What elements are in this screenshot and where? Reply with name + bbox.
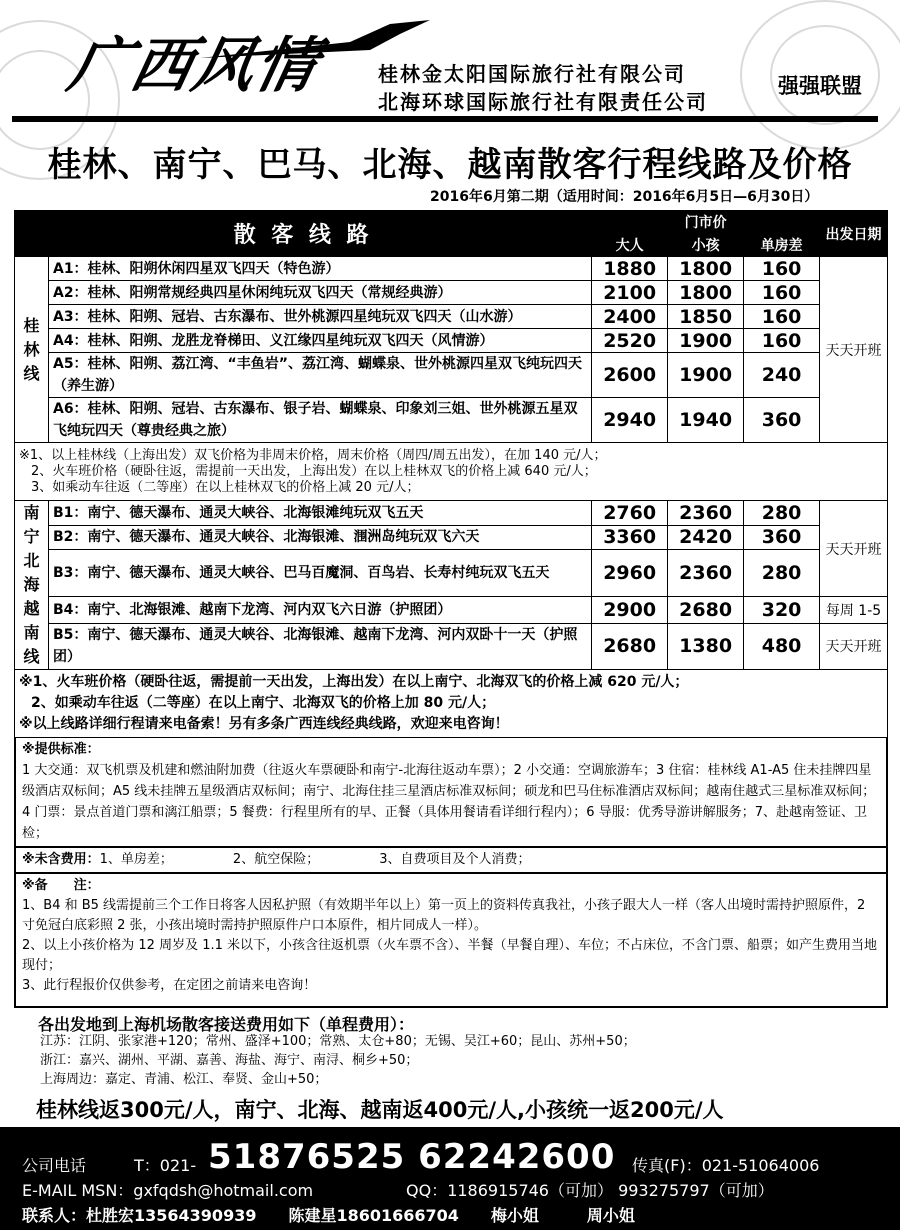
price-single: 280 bbox=[744, 501, 820, 526]
note-line: 3、如乘动车往返（二等座）在以上桂林双飞的价格上减 20 元/人； bbox=[31, 479, 420, 495]
issue-date: 2016年6月第二期（适用时间：2016年6月5日—6月30日） bbox=[430, 189, 819, 205]
route-name: B4：南宁、北海银滩、越南下龙湾、河内双飞六日游（护照团） bbox=[48, 597, 591, 624]
departure-date: 天天开班 bbox=[820, 501, 888, 597]
price-child: 2360 bbox=[668, 501, 744, 526]
remarks-section bbox=[14, 874, 888, 1008]
excluded-title: ※未含费用： bbox=[22, 852, 100, 867]
price-child: 1800 bbox=[668, 281, 744, 305]
excluded-item: 2、航空保险； bbox=[232, 852, 320, 867]
price-child: 1900 bbox=[668, 329, 744, 353]
table-row bbox=[15, 550, 888, 597]
header-rule bbox=[12, 116, 878, 122]
transfer-line: 上海周边：嘉定、青浦、松江、奉贤、金山+50； bbox=[40, 1072, 328, 1087]
price-single: 480 bbox=[744, 623, 820, 669]
route-name: A5：桂林、阳朔、荔江湾、“丰鱼岩”、荔江湾、蝴蝶泉、世外桃源四星双飞纯玩四天（养生游） bbox=[48, 353, 591, 398]
price-child: 1380 bbox=[668, 623, 744, 669]
route-name: B3：南宁、德天瀑布、通灵大峡谷、巴马百魔洞、百鸟岩、长寿村纯玩双飞五天 bbox=[48, 550, 591, 597]
region-label-nanning: 南宁北海越南线 bbox=[15, 501, 49, 670]
phone-label: 公司电话 bbox=[22, 1156, 87, 1175]
price-single: 320 bbox=[744, 597, 820, 624]
table-row bbox=[15, 257, 888, 281]
route-name: B1：南宁、德天瀑布、通灵大峡谷、北海银滩纯玩双飞五天 bbox=[48, 501, 591, 526]
note-line: ※1、以上桂林线（上海出发）双飞价格为非周末价格，周末价格（周四/周五出发），在加 140 元/人； bbox=[19, 447, 607, 463]
alliance-label: 强强联盟 bbox=[778, 74, 862, 98]
price-adult: 2100 bbox=[592, 281, 668, 305]
price-child: 2680 bbox=[668, 597, 744, 624]
phone-numbers: 51876525 62242600 bbox=[208, 1137, 616, 1177]
table-row bbox=[15, 353, 888, 398]
excluded-section bbox=[14, 848, 888, 874]
departure-date: 天天开班 bbox=[820, 623, 888, 669]
price-adult: 2520 bbox=[592, 329, 668, 353]
email-address: E-MAIL MSN：gxfqdsh@hotmail.com bbox=[22, 1181, 314, 1200]
note-line: 2、如乘动车往返（二等座）在以上南宁、北海双飞的价格上加 80 元/人； bbox=[31, 695, 496, 711]
col-adult-header: 大人 bbox=[592, 233, 668, 257]
price-single: 160 bbox=[744, 305, 820, 329]
rebate-text: 桂林线返300元/人，南宁、北海、越南返400元/人,小孩统一返200元/人 bbox=[36, 1098, 724, 1122]
qq-numbers: QQ：1186915746（可加） 993275797（可加） bbox=[406, 1181, 774, 1200]
nanning-notes bbox=[15, 670, 888, 738]
table-row bbox=[15, 305, 888, 329]
price-single: 280 bbox=[744, 550, 820, 597]
col-child-header: 小孩 bbox=[668, 233, 744, 257]
price-child: 1940 bbox=[668, 398, 744, 443]
transfer-line: 江苏：江阴、张家港+120；常州、盛泽+100；常熟、太仓+80；无锡、吴江+60；昆山、苏州+50； bbox=[40, 1034, 636, 1049]
brand-logo: 广西风情 bbox=[62, 31, 326, 101]
transfer-line: 浙江：嘉兴、湖州、平湖、嘉善、海盐、海宁、南浔、桐乡+50； bbox=[40, 1053, 419, 1068]
table-row bbox=[15, 501, 888, 526]
col-date-header: 出发日期 bbox=[820, 211, 888, 257]
remarks-title: ※备 注： bbox=[22, 878, 100, 893]
phone-prefix: T：021- bbox=[134, 1156, 197, 1175]
standard-text: 1 大交通：双飞机票及机建和燃油附加费（往返火车票硬卧和南宁-北海往返动车票）；2 小交通：空调旅游车；3 住宿：桂林线 A1-A5 住未挂牌四星级酒店双标间；A5 线未挂牌五星级酒店双标间；南宁、北海住挂三星酒店标准双标间；硕龙和巴马住标准酒店双标间；越南住越式三星标准双标间；4 门票：景点首道门票和漓江船票；5 餐费：行程里所有的早、正餐（具体用餐请看详细行程内）；6 导服：优秀导游讲解服务；7、赴越南签证、卫检； bbox=[22, 763, 876, 841]
price-adult: 2900 bbox=[592, 597, 668, 624]
nanning-notes-row bbox=[15, 670, 888, 738]
price-adult: 1880 bbox=[592, 257, 668, 281]
standard-section bbox=[14, 738, 888, 848]
transfer-lines bbox=[40, 1032, 636, 1089]
region-label-guilin: 桂林线 bbox=[15, 257, 49, 443]
price-child: 1900 bbox=[668, 353, 744, 398]
route-name: A6：桂林、阳朔、冠岩、古东瀑布、银子岩、蝴蝶泉、印象刘三姐、世外桃源五星双飞纯玩四天（尊贵经典之旅） bbox=[48, 398, 591, 443]
table-row bbox=[15, 623, 888, 669]
remark-item: 3、此行程报价仅供参考，在定团之前请来电咨询！ bbox=[22, 978, 317, 993]
price-single: 240 bbox=[744, 353, 820, 398]
transfer-title: 各出发地到上海机场散客接送费用如下（单程费用）： bbox=[38, 1015, 415, 1034]
table-row bbox=[15, 525, 888, 550]
price-single: 160 bbox=[744, 281, 820, 305]
excluded-item: 3、自费项目及个人消费； bbox=[379, 852, 531, 867]
excluded-item: 1、单房差； bbox=[99, 852, 173, 867]
price-single: 360 bbox=[744, 525, 820, 550]
table-row bbox=[15, 398, 888, 443]
departure-date: 天天开班 bbox=[820, 257, 888, 443]
note-line: ※1、火车班价格（硬卧往返，需提前一天出发，上海出发）在以上南宁、北海双飞的价格上减 620 元/人； bbox=[19, 674, 689, 690]
remark-item: 2、以上小孩价格为 12 周岁及 1.1 米以下，小孩含往返机票（火车票不含）、半餐（早餐自理）、车位；不占床位，不含门票、船票；如产生费用当地现付； bbox=[22, 938, 878, 973]
col-price-header: 门市价 bbox=[592, 211, 820, 233]
price-adult: 2600 bbox=[592, 353, 668, 398]
price-adult: 2940 bbox=[592, 398, 668, 443]
table-row bbox=[15, 329, 888, 353]
price-adult: 2680 bbox=[592, 623, 668, 669]
note-line: 2、火车班价格（硬卧往返，需提前一天出发，上海出发）在以上桂林双飞的价格上减 640 元/人； bbox=[31, 463, 597, 479]
route-name: A2：桂林、阳朔常规经典四星休闲纯玩双飞四天（常规经典游） bbox=[48, 281, 591, 305]
route-name: A3：桂林、阳朔、冠岩、古东瀑布、世外桃源四星纯玩双飞四天（山水游） bbox=[48, 305, 591, 329]
page-title: 桂林、南宁、巴马、北海、越南散客行程线路及价格 bbox=[47, 145, 853, 185]
price-child: 2420 bbox=[668, 525, 744, 550]
note-line: ※以上线路详细行程请来电备索！另有多条广西连线经典线路，欢迎来电咨询！ bbox=[19, 716, 509, 732]
remark-item: 1、B4 和 B5 线需提前三个工作日将客人因私护照（有效期半年以上）第一页上的资料传真我社，小孩子跟大人一样（客人出境时需持护照原件，2 寸免冠白底彩照 2 张，小孩出境时需持护照原件户口本原件，相片同成人一样）。 bbox=[22, 898, 866, 933]
price-child: 2360 bbox=[668, 550, 744, 597]
departure-date: 每周 1-5 bbox=[820, 597, 888, 624]
route-name: B5：南宁、德天瀑布、通灵大峡谷、北海银滩、越南下龙湾、河内双卧十一天（护照团） bbox=[48, 623, 591, 669]
guilin-notes bbox=[15, 443, 888, 501]
col-single-header: 单房差 bbox=[744, 233, 820, 257]
guilin-notes-row bbox=[15, 443, 888, 501]
price-adult: 2960 bbox=[592, 550, 668, 597]
price-single: 360 bbox=[744, 398, 820, 443]
standard-title: ※提供标准： bbox=[22, 742, 100, 757]
company-name-1: 桂林金太阳国际旅行社有限公司 bbox=[378, 62, 686, 86]
price-adult: 2400 bbox=[592, 305, 668, 329]
price-adult: 3360 bbox=[592, 525, 668, 550]
price-child: 1850 bbox=[668, 305, 744, 329]
fax-number: 传真(F)：021-51064006 bbox=[632, 1156, 820, 1175]
table-row bbox=[15, 281, 888, 305]
route-name: A1：桂林、阳朔休闲四星双飞四天（特色游） bbox=[48, 257, 591, 281]
price-child: 1800 bbox=[668, 257, 744, 281]
price-adult: 2760 bbox=[592, 501, 668, 526]
price-table bbox=[14, 210, 888, 738]
contact-persons: 联系人：杜胜宏13564390939 陈建星18601666704 梅小姐 周小姐 bbox=[22, 1206, 635, 1225]
company-name-2: 北海环球国际旅行社有限责任公司 bbox=[378, 90, 708, 114]
price-single: 160 bbox=[744, 329, 820, 353]
price-single: 160 bbox=[744, 257, 820, 281]
route-name: A4：桂林、阳朔、龙胜龙脊梯田、义江缘四星纯玩双飞四天（风情游） bbox=[48, 329, 591, 353]
route-name: B2：南宁、德天瀑布、通灵大峡谷、北海银滩、涠洲岛纯玩双飞六天 bbox=[48, 525, 591, 550]
col-route-header: 散 客 线 路 bbox=[15, 211, 592, 257]
contact-footer bbox=[0, 1127, 900, 1230]
table-row bbox=[15, 597, 888, 624]
